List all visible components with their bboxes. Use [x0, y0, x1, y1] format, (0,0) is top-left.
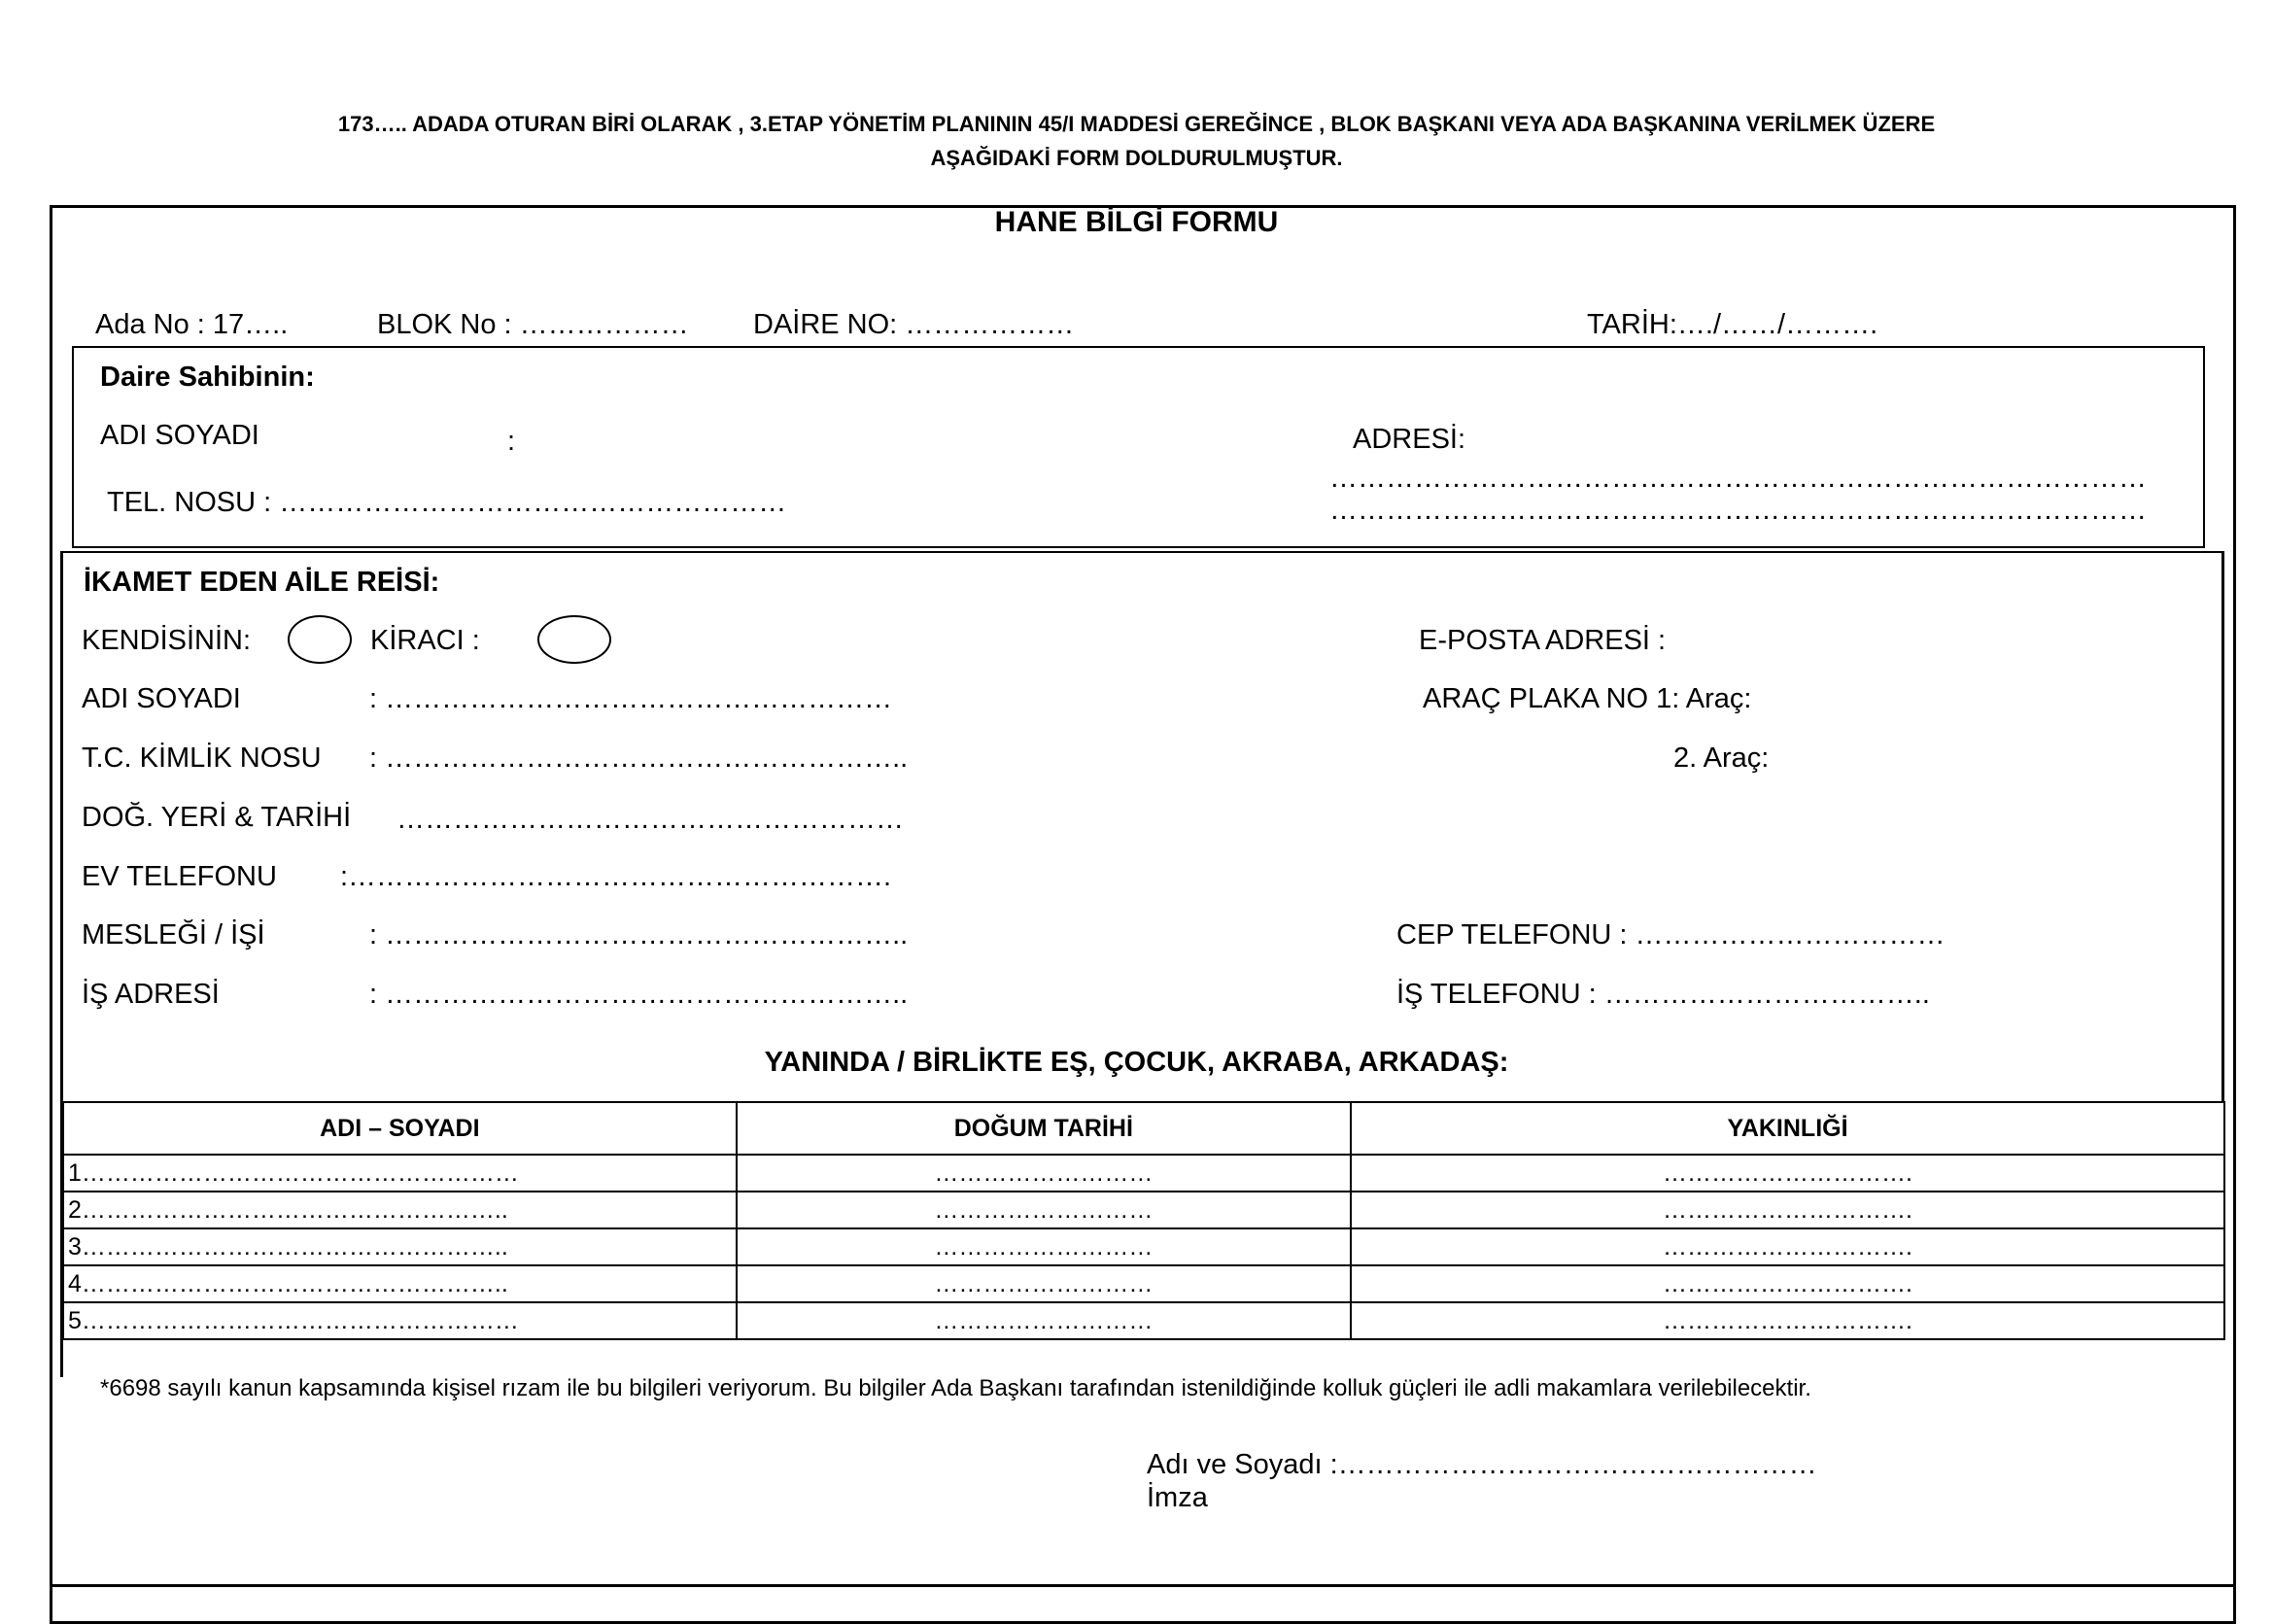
owner-heading: Daire Sahibinin:: [100, 362, 315, 393]
row-name-cell[interactable]: 2……………………………………………..: [63, 1192, 737, 1228]
birth-field[interactable]: ………………………………………………: [396, 804, 904, 835]
email-field[interactable]: E-POSTA ADRESİ :: [1419, 625, 1667, 656]
plate-2-field[interactable]: 2. Araç:: [1673, 743, 1770, 774]
tc-field[interactable]: : ………………………………………………..: [369, 743, 909, 774]
work-phone-field[interactable]: İŞ TELEFONU : ……………………………..: [1396, 979, 1930, 1010]
row-relation-cell[interactable]: ………………………….: [1351, 1265, 2224, 1302]
row-birth-cell[interactable]: ………………………: [737, 1302, 1351, 1339]
family-table-header: [63, 1102, 2224, 1155]
signature-field[interactable]: İmza: [1147, 1482, 1208, 1513]
row-relation-cell[interactable]: ………………………….: [1351, 1302, 2224, 1339]
row-birth-cell[interactable]: ………………………: [737, 1265, 1351, 1302]
kendisinin-label: KENDİSİNİN:: [82, 625, 252, 656]
plate-1-field[interactable]: ARAÇ PLAKA NO 1: Araç:: [1423, 683, 1752, 714]
row-relation-cell[interactable]: ………………………….: [1351, 1155, 2224, 1192]
owner-name-field[interactable]: :: [507, 426, 516, 457]
header-line-1: 173….. ADADA OTURAN BİRİ OLARAK , 3.ETAP YÖNETİM PLANININ 45/I MADDESİ GEREĞİNCE , BLOK BAŞKANI VEYA ADA BAŞKANINA VERİLMEK ÜZERE: [337, 112, 1936, 136]
row-birth-cell[interactable]: ………………………: [737, 1228, 1351, 1265]
row-relation-cell[interactable]: ………………………….: [1351, 1192, 2224, 1228]
mobile-field[interactable]: CEP TELEFONU : ……………………………: [1396, 919, 1946, 950]
owner-name-label: ADI SOYADI: [100, 420, 259, 451]
table-row: [63, 1155, 2224, 1192]
col-yakinligi: YAKINLIĞİ: [1351, 1102, 2224, 1155]
row-birth-cell[interactable]: ………………………: [737, 1192, 1351, 1228]
daire-no-field[interactable]: DAİRE NO: ………………: [753, 309, 1075, 340]
tarih-field[interactable]: TARİH:…./……/……….: [1587, 309, 1878, 340]
row-relation-cell[interactable]: ………………………….: [1351, 1228, 2224, 1265]
row-name-cell[interactable]: 4……………………………………………..: [63, 1265, 737, 1302]
resident-heading: İKAMET EDEN AİLE REİSİ:: [84, 567, 440, 598]
table-row: [63, 1228, 2224, 1265]
owner-tel-field[interactable]: TEL. NOSU : ………………………………………………: [107, 487, 787, 518]
row-birth-cell[interactable]: ………………………: [737, 1155, 1351, 1192]
family-heading: YANINDA / BİRLİKTE EŞ, ÇOCUK, AKRABA, ARKADAŞ:: [764, 1047, 1509, 1078]
bottom-divider: [50, 1584, 2236, 1587]
ada-no-field[interactable]: Ada No : 17…..: [95, 309, 289, 340]
work-address-label: İŞ ADRESİ: [82, 979, 220, 1010]
table-row: [63, 1265, 2224, 1302]
owner-address-line-1[interactable]: ……………………………………………………………………………: [1329, 463, 2147, 494]
row-name-cell[interactable]: 3……………………………………………..: [63, 1228, 737, 1265]
job-label: MESLEĞİ / İŞİ: [82, 919, 265, 950]
job-field[interactable]: : ………………………………………………..: [369, 919, 909, 950]
home-phone-field[interactable]: :………………………………………………….: [340, 861, 892, 892]
resident-name-field[interactable]: : ………………………………………………: [369, 683, 893, 714]
col-adi-soyadi: ADI – SOYADI: [63, 1102, 737, 1155]
birth-label: DOĞ. YERİ & TARİHİ: [82, 802, 352, 833]
home-phone-label: EV TELEFONU: [82, 861, 277, 892]
kiraci-radio[interactable]: [537, 615, 611, 664]
work-address-field[interactable]: : ………………………………………………..: [369, 979, 909, 1010]
resident-right-border: [2221, 551, 2224, 1101]
row-name-cell[interactable]: 1………………………………………………: [63, 1155, 737, 1192]
family-table: [62, 1101, 2225, 1340]
owner-address-line-2[interactable]: ……………………………………………………………………………: [1329, 495, 2147, 526]
form-title: HANE BİLGİ FORMU: [994, 206, 1279, 238]
signature-name-field[interactable]: Adı ve Soyadı :……………………………………………: [1147, 1449, 1817, 1480]
table-row: [63, 1192, 2224, 1228]
row-name-cell[interactable]: 5………………………………………………: [63, 1302, 737, 1339]
consent-text: *6698 sayılı kanun kapsamında kişisel rızam ile bu bilgileri veriyorum. Bu bilgiler Ada Başkanı tarafından istenildiğinde kolluk güçleri ile adli makamlara verilebilecektir.: [100, 1375, 1811, 1401]
col-dogum-tarihi: DOĞUM TARİHİ: [737, 1102, 1351, 1155]
table-row: [63, 1302, 2224, 1339]
kendisinin-radio[interactable]: [288, 615, 352, 664]
header-line-2: AŞAĞIDAKİ FORM DOLDURULMUŞTUR.: [930, 146, 1343, 170]
blok-no-field[interactable]: BLOK No : ………………: [377, 309, 689, 340]
resident-top-border: [60, 551, 2223, 553]
tc-label: T.C. KİMLİK NOSU: [82, 743, 322, 774]
resident-name-label: ADI SOYADI: [82, 683, 241, 714]
owner-address-label: ADRESİ:: [1353, 424, 1466, 455]
kiraci-label: KİRACI :: [370, 625, 480, 656]
